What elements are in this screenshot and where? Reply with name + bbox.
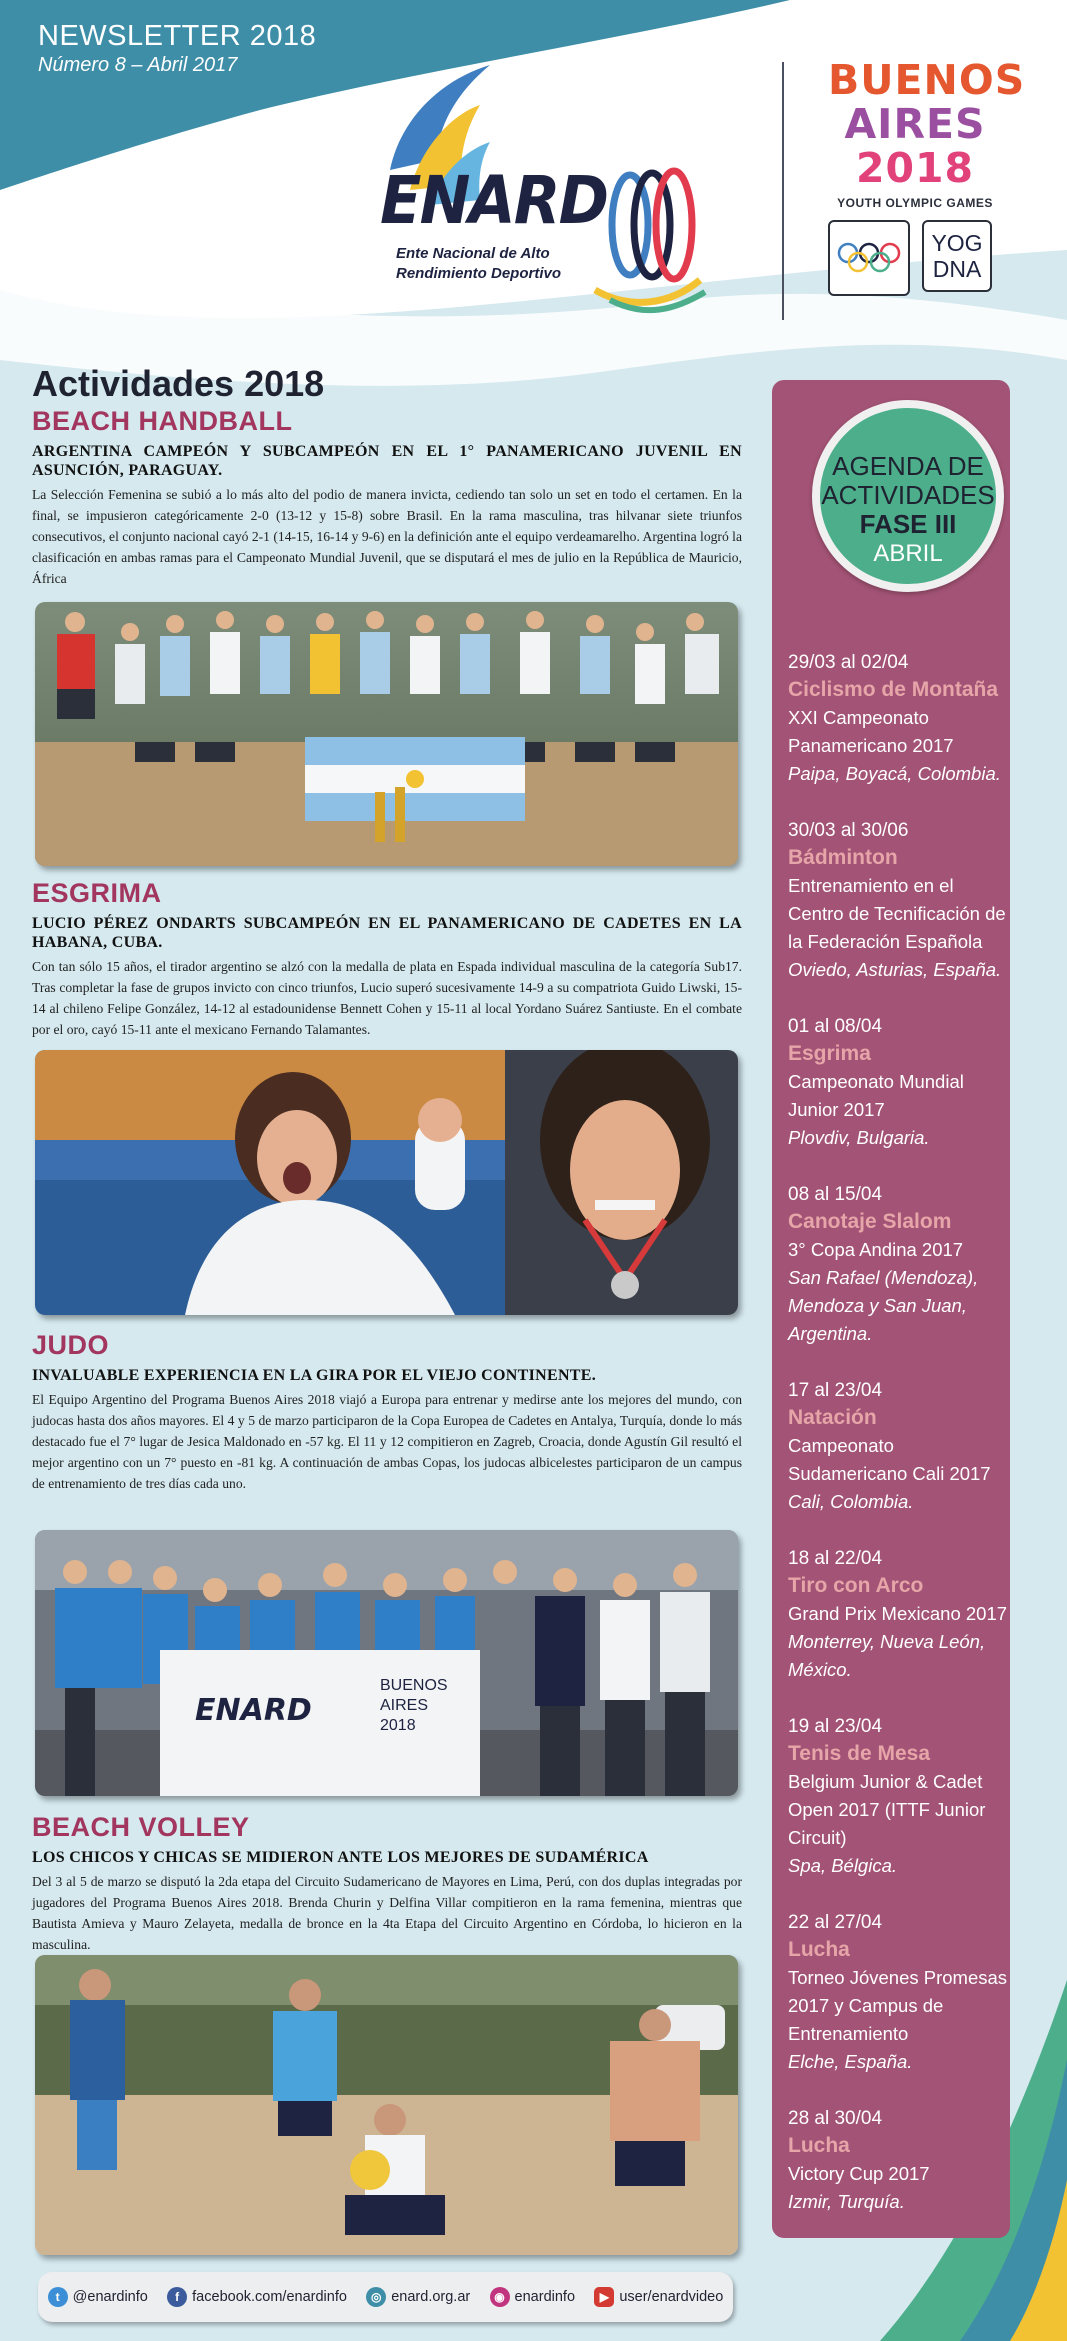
enard-subtitle-line2: Rendimiento Deportivo (396, 265, 562, 282)
beach-volley-section (32, 1812, 742, 1955)
event-sport: Lucha (788, 1938, 850, 1961)
globe-icon: ◎ (366, 2287, 386, 2307)
event-name: Campeonato Sudamericano Cali 2017 (788, 1435, 991, 1484)
facebook-icon: f (167, 2287, 187, 2307)
event-name: 3° Copa Andina 2017 (788, 1239, 964, 1260)
agenda-event (788, 1014, 1008, 1152)
section-title-beach-volley: BEACH VOLLEY (32, 1812, 250, 1842)
agenda-badge (812, 400, 1004, 592)
judo-banner-line1: BUENOS (380, 1677, 448, 1694)
judo-banner-line2: AIRES (380, 1697, 429, 1714)
yog-dna-badge (922, 220, 992, 292)
event-date: 22 al 27/04 (788, 1912, 883, 1933)
judo-section (32, 1330, 742, 1494)
beach-handball-team-photo (35, 602, 738, 866)
event-date: 19 al 23/04 (788, 1716, 883, 1737)
event-place: San Rafael (Mendoza), Mendoza y San Juan, Argentina. (788, 1267, 979, 1344)
ba-logo-line1: BUENOS (828, 56, 1026, 104)
newsletter-title: NEWSLETTER 2018 (38, 20, 317, 52)
youtube-link[interactable] (594, 2287, 723, 2307)
event-date: 18 al 22/04 (788, 1548, 883, 1569)
facebook-link[interactable] (167, 2287, 347, 2307)
agenda-sidebar (772, 380, 1010, 2238)
agenda-events-list (788, 650, 1008, 2246)
facebook-url: facebook.com/enardinfo (192, 2289, 347, 2305)
event-name: Victory Cup 2017 (788, 2163, 930, 2184)
dna-text: DNA (932, 256, 982, 282)
instagram-icon: ◉ (490, 2287, 510, 2307)
event-name: Belgium Junior & Cadet Open 2017 (ITTF Junior Circuit) (788, 1771, 986, 1848)
youtube-user: user/enardvideo (619, 2289, 724, 2305)
judo-banner-line3: 2018 (380, 1717, 416, 1734)
event-date: 17 al 23/04 (788, 1380, 883, 1401)
ba-logo-subtitle: YOUTH OLYMPIC GAMES (837, 196, 993, 210)
event-date: 08 al 15/04 (788, 1184, 883, 1205)
enard-subtitle-line1: Ente Nacional de Alto (396, 245, 550, 262)
page-title: Actividades 2018 (32, 363, 325, 404)
twitter-handle: @enardinfo (72, 2289, 148, 2305)
event-sport: Lucha (788, 2134, 850, 2157)
agenda-event (788, 650, 1008, 788)
event-date: 28 al 30/04 (788, 2108, 883, 2129)
agenda-event (788, 1910, 1008, 2076)
instagram-handle: enardinfo (514, 2289, 576, 2305)
social-footer (38, 2272, 733, 2322)
newsletter-issue: Número 8 – Abril 2017 (38, 54, 238, 76)
event-sport: Ciclismo de Montaña (788, 678, 999, 701)
section-body-beach-handball: La Selección Femenina se subió a lo más alto del podio de manera invicta, cediendo tan solo un set en todo el certamen. En la final, se impusieron categóricamente 2-0 (13-12 y 15-8) sobre Brasil. En la rama masculina, tras hilvanar siete triunfos consecutivos, el conjunto nacional cayó 2-1 (14-15, 16-14 y 9-6) en la definición ante el equipo verdeamarelho. Argentina logró la clasificación en ambas ramas para el Campeonato Mundial Juvenil, que se disputará el mes de julio en la República de Mauricio, África (32, 487, 742, 586)
website-link[interactable] (366, 2287, 470, 2307)
section-headline-beach-volley: LOS CHICOS Y CHICAS SE MIDIERON ANTE LOS MEJORES DE SUDAMÉRICA (32, 1849, 649, 1866)
event-sport: Tiro con Arco (788, 1574, 924, 1597)
section-headline-esgrima: LUCIO PÉREZ ONDARTS SUBCAMPEÓN EN EL PANAMERICANO DE CADETES EN LA HABANA, CUBA. (32, 915, 742, 951)
event-name: Campeonato Mundial Junior 2017 (788, 1071, 964, 1120)
event-place: Spa, Bélgica. (788, 1855, 898, 1876)
beach-volley-photo (35, 1955, 738, 2255)
event-name: XXI Campeonato Panamericano 2017 (788, 707, 954, 756)
section-body-esgrima: Con tan sólo 15 años, el tirador argentino se alzó con la medalla de plata en Espada individual masculina de la categoría Sub17. Tras completar la fase de grupos invicto con cinco triunfos, Lucio superó sucesivamente 14-9 a su compatriota Guido Liwski, 15-14 al chileno Felipe González, 14-12 al estadounidense Bennett Cohen y 15-11 al local Yordano Suárez Santiuste. En el combate por el oro, cayó 15-11 ante el mexicano Fernando Talamantes. (32, 959, 742, 1037)
twitter-link[interactable] (48, 2287, 148, 2307)
section-headline-beach-handball: ARGENTINA CAMPEÓN Y SUBCAMPEÓN EN EL 1° PANAMERICANO JUVENIL EN ASUNCIÓN, PARAGUAY. (32, 443, 742, 479)
section-headline-judo: INVALUABLE EXPERIENCIA EN LA GIRA POR EL VIEJO CONTINENTE. (32, 1367, 597, 1384)
yog-text: YOG (931, 230, 983, 256)
youtube-icon: ▶ (594, 2287, 614, 2307)
agenda-event (788, 818, 1008, 984)
event-sport: Canotaje Slalom (788, 1210, 952, 1233)
section-body-judo: El Equipo Argentino del Programa Buenos Aires 2018 viajó a Europa para entrenar y medirse ante los mejores del mundo, con judocas hasta dos años mayores. El 4 y 5 de marzo participaron de la Copa Europea de Cadetes en Antalya, Turquía, donde lo más destacado fue el 7° lugar de Jesica Maldonado en -57 kg. El 11 y 12 compitieron en Zagreb, Croacia, donde Agustín Gil resultó el mejor argentino con un 7° puesto en -81 kg. A continuación de ambas Copas, los judocas albicelestes participaron de un campus de entrenamiento de tres días cada uno. (32, 1392, 742, 1491)
agenda-line3: FASE III (859, 509, 957, 539)
event-place: Izmir, Turquía. (788, 2191, 905, 2212)
agenda-event (788, 1182, 1008, 1348)
section-body-beach-volley: Del 3 al 5 de marzo se disputó la 2da etapa del Circuito Sudamericano de Mayores en Lima, Perú, con dos duplas integradas por jugadores del Programa Buenos Aires 2018. Brenda Churin y Delfina Villar compitieron en la rama femenina, mientras que Bautista Amieva y Mauro Zelayeta, medalla de bronce en la 4ta Etapa del Circuito Argentino en Córdoba, lo hicieron en la masculina. (32, 1874, 742, 1952)
ba-logo-line2: AIRES (844, 100, 986, 148)
section-title-judo: JUDO (32, 1330, 110, 1360)
section-title-beach-handball: BEACH HANDBALL (32, 406, 293, 436)
event-date: 30/03 al 30/06 (788, 820, 909, 841)
event-sport: Esgrima (788, 1042, 871, 1065)
buenos-aires-2018-logo (828, 56, 1026, 296)
event-name: Grand Prix Mexicano 2017 (788, 1603, 1008, 1624)
event-sport: Natación (788, 1406, 877, 1429)
event-date: 01 al 08/04 (788, 1016, 883, 1037)
section-title-esgrima: ESGRIMA (32, 878, 162, 908)
agenda-line1: AGENDA DE (832, 451, 984, 481)
event-sport: Tenis de Mesa (788, 1742, 930, 1765)
event-place: Plovdiv, Bulgaria. (788, 1127, 930, 1148)
enard-logo-text: ENARD (380, 162, 608, 239)
event-place: Monterrey, Nueva León, México. (788, 1631, 986, 1680)
header-divider (782, 62, 784, 320)
agenda-event (788, 1714, 1008, 1880)
agenda-line4: ABRIL (873, 540, 943, 567)
agenda-line2: ACTIVIDADES (821, 480, 995, 510)
instagram-link[interactable] (490, 2287, 575, 2307)
main-content (32, 362, 742, 589)
twitter-icon: t (48, 2287, 68, 2307)
website-url: enard.org.ar (391, 2289, 471, 2305)
event-date: 29/03 al 02/04 (788, 652, 909, 673)
esgrima-photo (35, 1050, 738, 1315)
event-place: Paipa, Boyacá, Colombia. (788, 763, 1001, 784)
ba-logo-line3: 2018 (855, 144, 975, 192)
enard-logo-subtitle (396, 244, 561, 284)
esgrima-section (32, 878, 742, 1040)
agenda-event (788, 2106, 1008, 2216)
event-sport: Bádminton (788, 846, 898, 869)
judo-team-photo (35, 1530, 738, 1796)
event-place: Oviedo, Asturias, España. (788, 959, 1002, 980)
judo-banner-brand: ENARD (195, 1693, 312, 1728)
olympic-rings-icon (828, 220, 910, 296)
event-place: Cali, Colombia. (788, 1491, 914, 1512)
event-name: Torneo Jóvenes Promesas 2017 y Campus de Entrenamiento (788, 1967, 1008, 2044)
agenda-event (788, 1378, 1008, 1516)
event-name: Entrenamiento en el Centro de Tecnificación de la Federación Española (788, 875, 1006, 952)
event-place: Elche, España. (788, 2051, 913, 2072)
agenda-event (788, 1546, 1008, 1684)
